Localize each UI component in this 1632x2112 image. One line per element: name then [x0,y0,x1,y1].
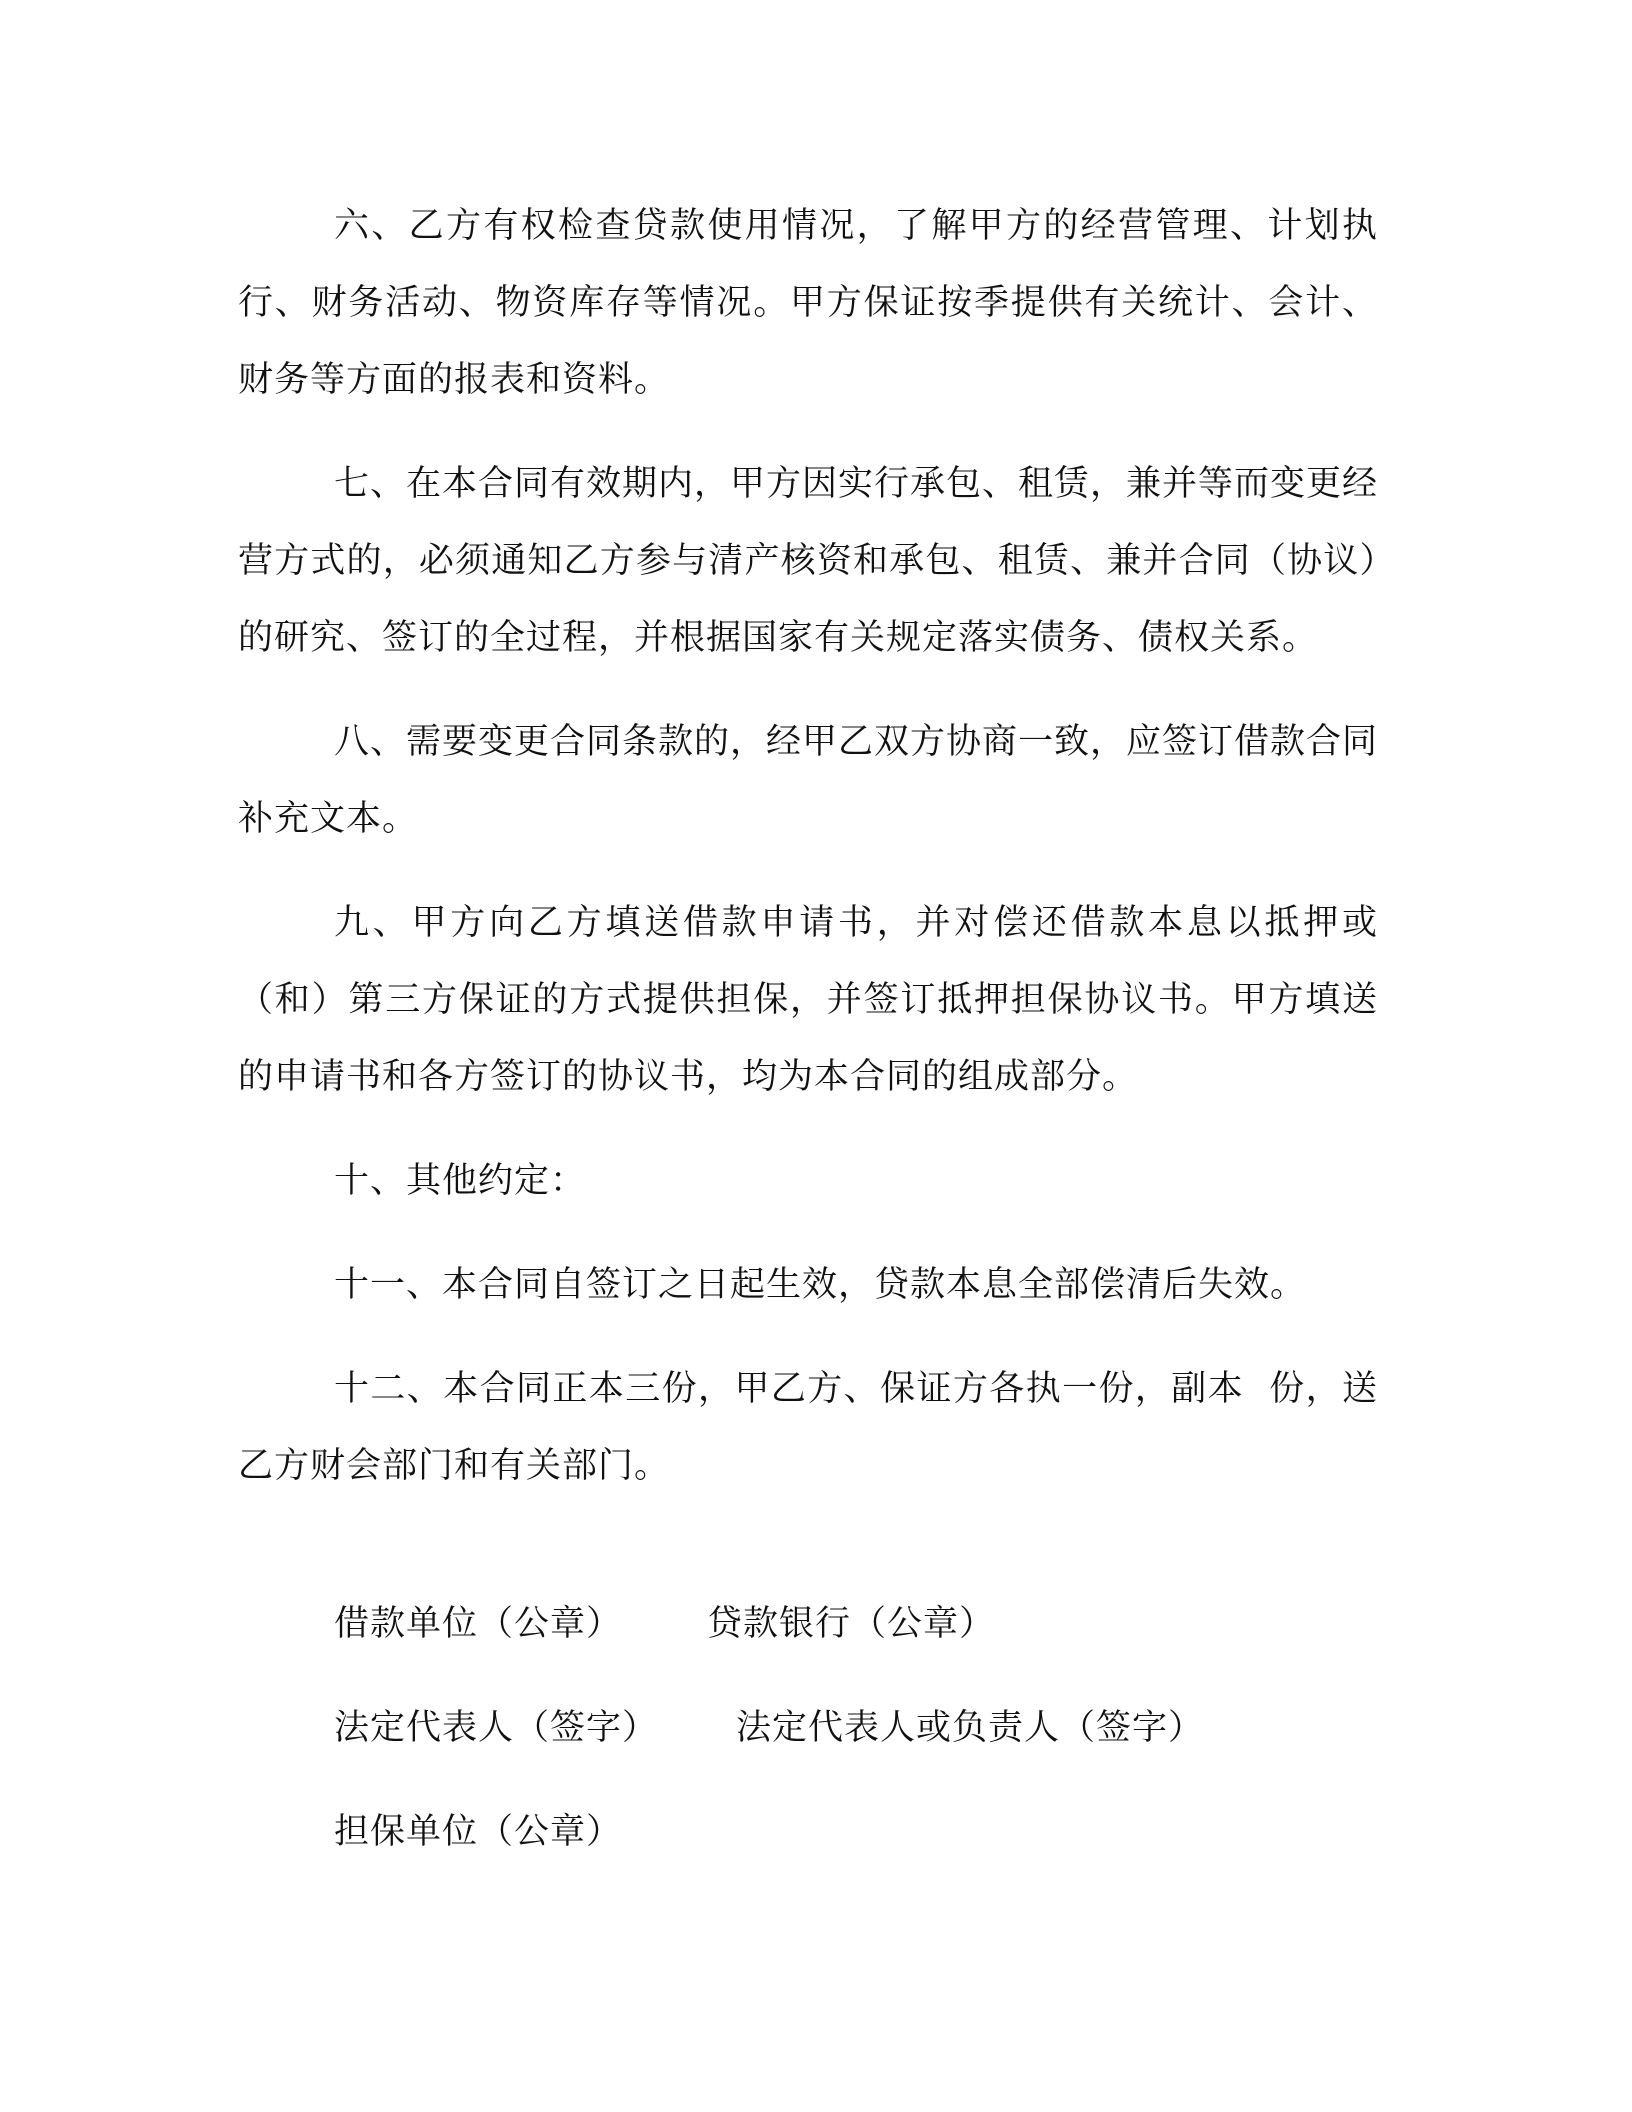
clause-8: 八、需要变更合同条款的，经甲乙双方协商一致，应签订借款合同补充文本。 [238,722,1379,839]
contract-clauses [238,188,1378,1532]
signature-block [334,1598,1334,1910]
clause-12: 十二、本合同正本三份，甲乙方、保证方各执一份，副本 份，送乙方财会部门和有关部门。 [238,1369,1378,1486]
clause-6: 六、乙方有权检查贷款使用情况，了解甲方的经营管理、计划执行、财务活动、物资库存等情况。甲方保证按季提供有关统计、会计、财务等方面的报表和资料。 [238,206,1378,400]
signature-row-seals [334,1598,1334,1650]
borrower-seal-label: 借款单位（公章） [334,1604,623,1644]
clause-7: 七、在本合同有效期内，甲方因实行承包、租赁，兼并等而变更经营方式的，必须通知乙方参与清产核资和承包、租赁、兼并合同（协议）的研究、签订的全过程，并根据国家有关规定落实债务、债权关系。 [238,464,1379,658]
clause-10: 十、其他约定： [334,1161,587,1201]
clause-9: 九、甲方向乙方填送借款申请书，并对偿还借款本息以抵押或（和）第三方保证的方式提供担保，并签订抵押担保协议书。甲方填送的申请书和各方签订的协议书，均为本合同的组成部分。 [238,903,1378,1097]
lender-rep-label: 法定代表人或负责人（签字） [736,1708,1205,1748]
lender-seal-label: 贷款银行（公章） [707,1604,996,1644]
signature-row-representatives [334,1702,1334,1754]
signature-row-guarantor [334,1806,1334,1858]
guarantor-seal-label: 担保单位（公章） [334,1812,623,1852]
borrower-rep-label: 法定代表人（签字） [334,1708,659,1748]
clause-11: 十一、本合同自签订之日起生效，贷款本息全部偿清后失效。 [334,1265,1307,1305]
